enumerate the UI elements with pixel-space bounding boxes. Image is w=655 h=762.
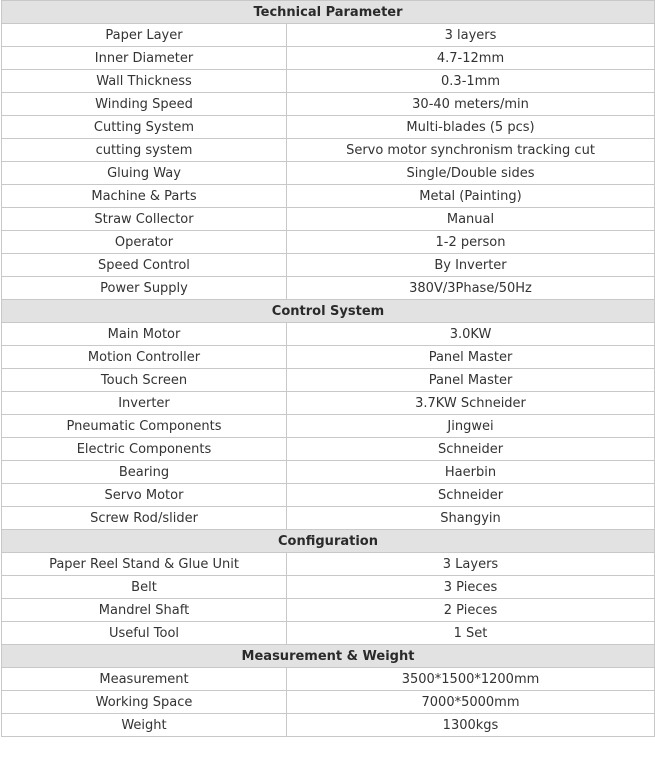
parameter-value: 3 Layers (287, 553, 655, 576)
parameter-value: 1 Set (287, 622, 655, 645)
section-title: Control System (2, 300, 655, 323)
parameter-value: 30-40 meters/min (287, 93, 655, 116)
parameter-value: 3.0KW (287, 323, 655, 346)
parameter-label: Paper Layer (2, 24, 287, 47)
table-row (2, 392, 655, 415)
parameter-label: Inner Diameter (2, 47, 287, 70)
parameter-label: Cutting System (2, 116, 287, 139)
parameter-value: 7000*5000mm (287, 691, 655, 714)
table-row (2, 208, 655, 231)
parameter-label: Weight (2, 714, 287, 737)
parameter-label: Measurement (2, 668, 287, 691)
parameter-value: 380V/3Phase/50Hz (287, 277, 655, 300)
parameter-value: Jingwei (287, 415, 655, 438)
table-row (2, 576, 655, 599)
table-row (2, 369, 655, 392)
parameter-value: Shangyin (287, 507, 655, 530)
table-row (2, 47, 655, 70)
table-row (2, 93, 655, 116)
parameter-label: Working Space (2, 691, 287, 714)
table-row (2, 415, 655, 438)
parameter-value: Schneider (287, 438, 655, 461)
parameter-label: cutting system (2, 139, 287, 162)
parameter-label: Gluing Way (2, 162, 287, 185)
parameter-label: Servo Motor (2, 484, 287, 507)
section-title: Technical Parameter (2, 1, 655, 24)
parameter-value: Schneider (287, 484, 655, 507)
parameter-value: 3.7KW Schneider (287, 392, 655, 415)
table-row (2, 70, 655, 93)
parameter-label: Belt (2, 576, 287, 599)
section-title: Measurement & Weight (2, 645, 655, 668)
parameter-label: Operator (2, 231, 287, 254)
table-row (2, 484, 655, 507)
parameter-value: Haerbin (287, 461, 655, 484)
parameter-label: Electric Components (2, 438, 287, 461)
parameter-label: Main Motor (2, 323, 287, 346)
parameter-label: Speed Control (2, 254, 287, 277)
table-row (2, 668, 655, 691)
table-row (2, 116, 655, 139)
parameter-value: Metal (Painting) (287, 185, 655, 208)
table-row (2, 277, 655, 300)
parameter-label: Paper Reel Stand & Glue Unit (2, 553, 287, 576)
table-row (2, 599, 655, 622)
parameter-value: 1-2 person (287, 231, 655, 254)
parameter-value: 3 layers (287, 24, 655, 47)
table-row (2, 231, 655, 254)
table-row (2, 254, 655, 277)
table-row (2, 185, 655, 208)
parameter-label: Pneumatic Components (2, 415, 287, 438)
parameter-value: Manual (287, 208, 655, 231)
parameter-value: 3500*1500*1200mm (287, 668, 655, 691)
parameter-value: 3 Pieces (287, 576, 655, 599)
parameter-label: Mandrel Shaft (2, 599, 287, 622)
parameter-label: Motion Controller (2, 346, 287, 369)
parameter-label: Useful Tool (2, 622, 287, 645)
parameter-value: Single/Double sides (287, 162, 655, 185)
parameter-label: Screw Rod/slider (2, 507, 287, 530)
parameter-value: By Inverter (287, 254, 655, 277)
table-row (2, 691, 655, 714)
table-row (2, 323, 655, 346)
parameter-label: Straw Collector (2, 208, 287, 231)
parameter-label: Power Supply (2, 277, 287, 300)
parameter-value: Panel Master (287, 346, 655, 369)
parameter-value: 4.7-12mm (287, 47, 655, 70)
parameter-value: 2 Pieces (287, 599, 655, 622)
table-row (2, 139, 655, 162)
parameter-label: Inverter (2, 392, 287, 415)
table-row (2, 507, 655, 530)
parameter-label: Machine & Parts (2, 185, 287, 208)
spec-table (1, 0, 655, 737)
parameter-label: Touch Screen (2, 369, 287, 392)
table-row (2, 461, 655, 484)
table-row (2, 162, 655, 185)
parameter-value: Multi-blades (5 pcs) (287, 116, 655, 139)
table-row (2, 24, 655, 47)
table-row (2, 553, 655, 576)
table-row (2, 714, 655, 737)
parameter-value: 0.3-1mm (287, 70, 655, 93)
table-row (2, 438, 655, 461)
section-title: Configuration (2, 530, 655, 553)
table-row (2, 622, 655, 645)
parameter-label: Wall Thickness (2, 70, 287, 93)
spec-table-body (2, 1, 655, 737)
parameter-label: Winding Speed (2, 93, 287, 116)
parameter-label: Bearing (2, 461, 287, 484)
parameter-value: Servo motor synchronism tracking cut (287, 139, 655, 162)
section-header-row (2, 300, 655, 323)
parameter-value: Panel Master (287, 369, 655, 392)
section-header-row (2, 645, 655, 668)
section-header-row (2, 530, 655, 553)
section-header-row (2, 1, 655, 24)
parameter-value: 1300kgs (287, 714, 655, 737)
table-row (2, 346, 655, 369)
